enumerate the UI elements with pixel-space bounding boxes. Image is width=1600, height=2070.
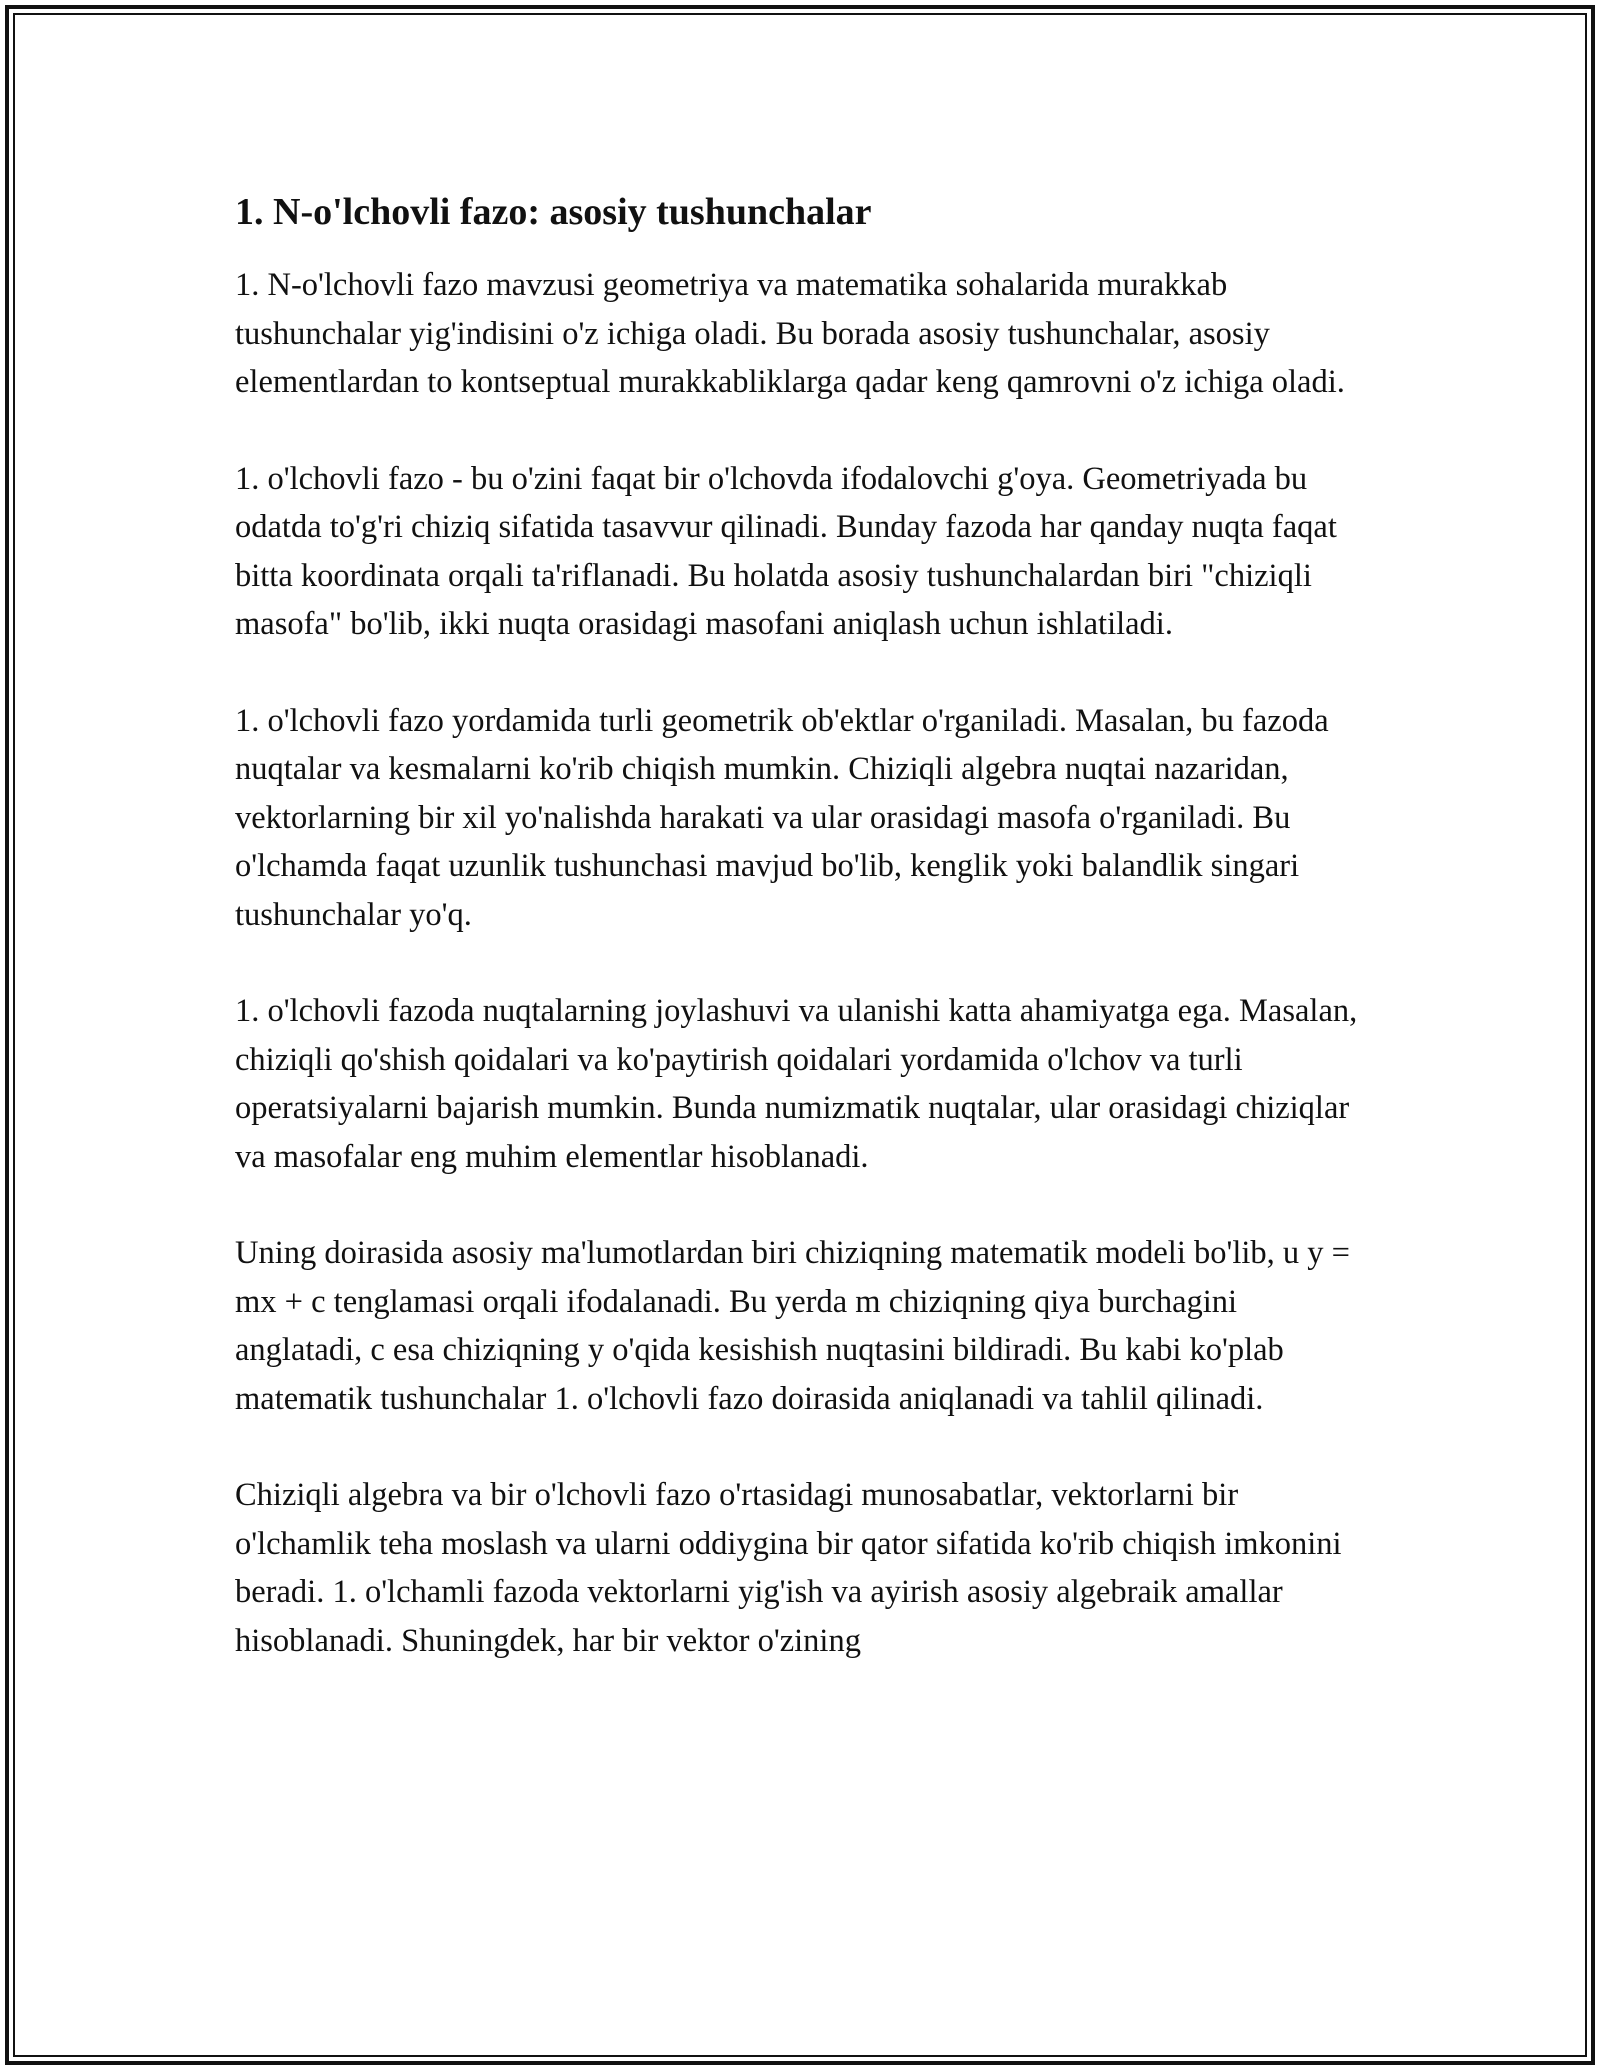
paragraph-linear-algebra: Chiziqli algebra va bir o'lchovli fazo o'rtasidagi munosabatlar, vektorlarni bir o'lchamlik teha moslash va ularni oddiygina bir qator sifatida ko'rib chiqish imkonini beradi. 1. o'lchamli fazoda vektorlarni yig'ish va ayirish asosiy algebraik amallar hisoblanadi. Shuningdek, har bir vektor o'zining [235, 1477, 1342, 1659]
paragraph-line-model: Uning doirasida asosiy ma'lumotlardan biri chiziqning matematik modeli bo'lib, u y = mx + c tenglamasi orqali ifodalanadi. Bu yerda m chiziqning qiya burchagini anglatadi, c esa chiziqning y o'qida kesishish nuqtasini bildiradi. Bu kabi ko'plab matematik tushunchalar 1. o'lchovli fazo doirasida aniqlanadi va tahlil qilinadi. [235, 1235, 1350, 1417]
paragraph-objects: 1. o'lchovli fazo yordamida turli geometrik ob'ektlar o'rganiladi. Masalan, bu fazoda nuqtalar va kesmalarni ko'rib chiqish mumkin. Chiziqli algebra nuqtai nazaridan, vektorlarning bir xil yo'nalishda harakati va ular orasidagi masofa o'rganiladi. Bu o'lchamda faqat uzunlik tushunchasi mavjud bo'lib, kenglik yoki balandlik singari tushunchalar yo'q. [235, 702, 1329, 933]
paragraph-points: 1. o'lchovli fazoda nuqtalarning joylashuvi va ulanishi katta ahamiyatga ega. Masalan, chiziqli qo'shish qoidalari va ko'paytirish qoidalari yordamida o'lchov va turli operatsiyalarni bajarish mumkin. Bunda numizmatik nuqtalar, ular orasidagi chiziqlar va masofalar eng muhim elementlar hisoblanadi. [235, 993, 1358, 1175]
paragraph-intro: 1. N-o'lchovli fazo mavzusi geometriya va matematika sohalarida murakkab tushunchalar yig'indisini o'z ichiga oladi. Bu borada asosiy tushunchalar, asosiy elementlardan to kontseptual murakkabliklarga qadar keng qamrovni o'z ichiga oladi. [235, 267, 1345, 400]
paragraph-definition: 1. o'lchovli fazo - bu o'zini faqat bir o'lchovda ifodalovchi g'oya. Geometriyada bu odatda to'g'ri chiziq sifatida tasavvur qilinadi. Bunday fazoda har qanday nuqta faqat bitta koordinata orqali ta'riflanadi. Bu holatda asosiy tushunchalardan biri "chiziqli masofa" bo'lib, ikki nuqta orasidagi masofani aniqlash uchun ishlatiladi. [235, 460, 1337, 642]
document-body [235, 185, 1370, 1713]
section-heading: 1. N-o'lchovli fazo: asosiy tushunchalar [235, 191, 872, 233]
